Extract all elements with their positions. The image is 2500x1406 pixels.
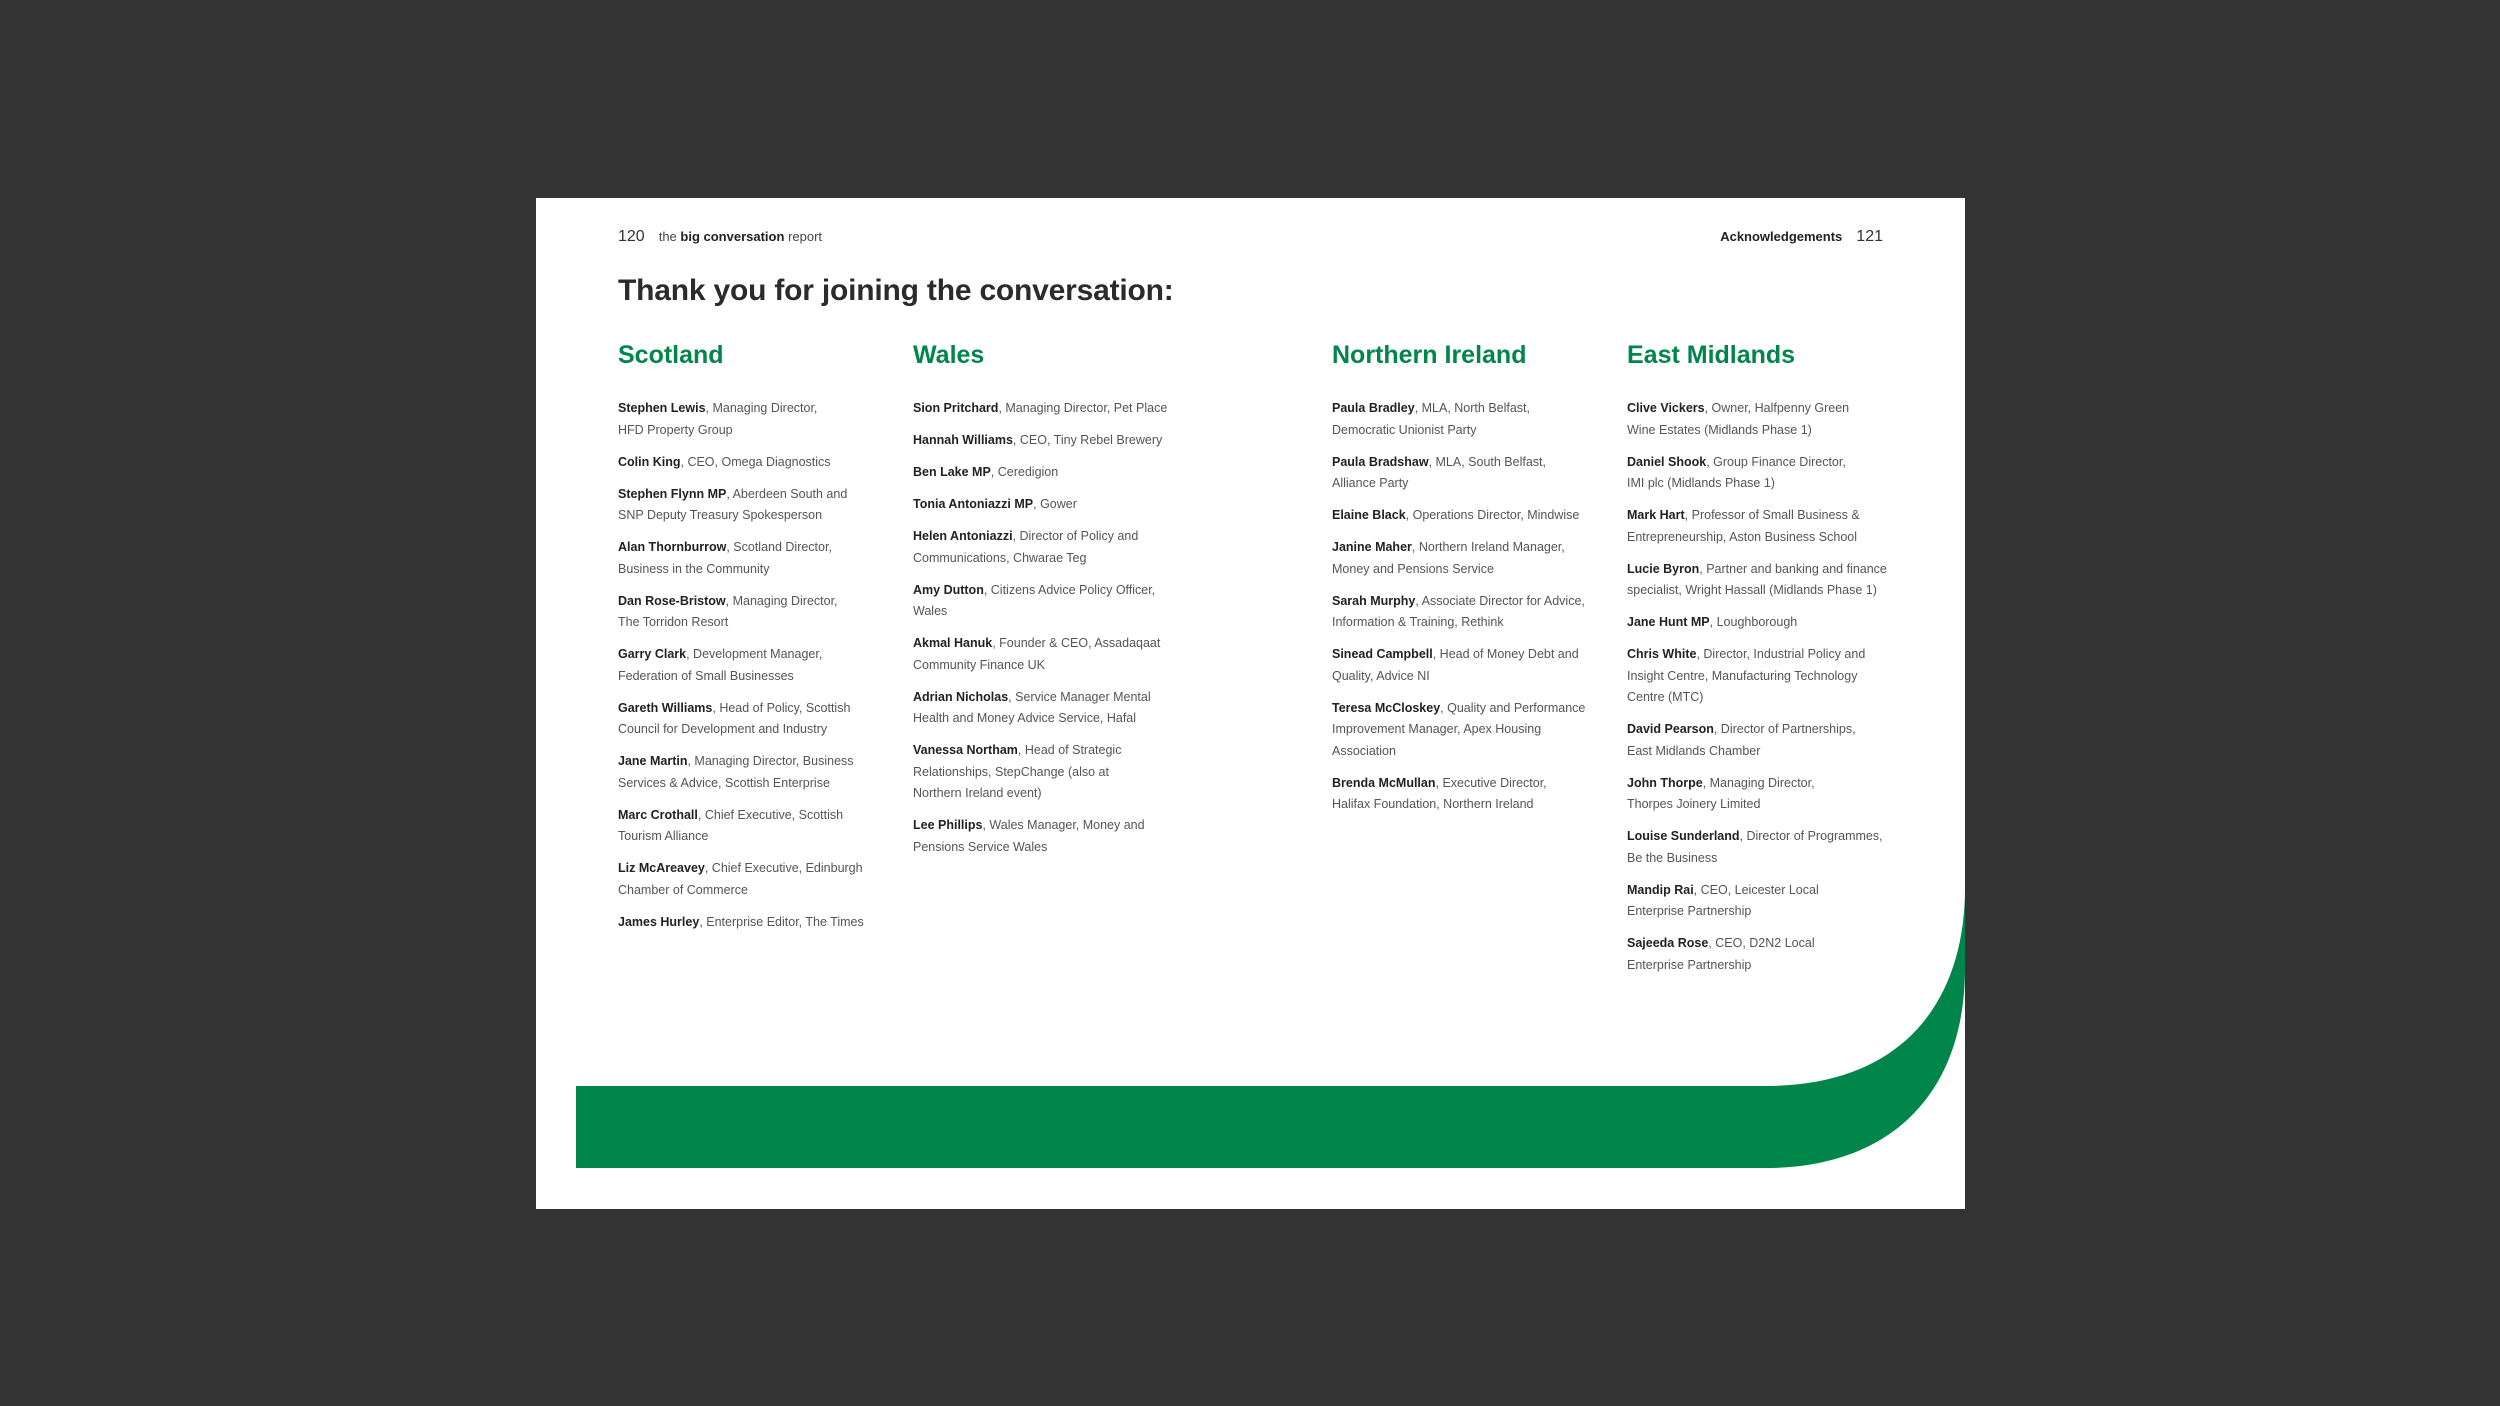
acknowledgement-entry: [618, 398, 890, 441]
person-name: Teresa McCloskey: [1332, 700, 1441, 715]
person-name: Stephen Lewis: [618, 401, 706, 415]
left-page-header: [618, 228, 822, 246]
person-role: , Chief Executive, Edinburgh Chamber of Commerce: [618, 861, 863, 897]
acknowledgement-entry: [1332, 505, 1604, 527]
acknowledgement-entry: [1332, 591, 1604, 634]
person-name: Adrian Nicholas: [913, 689, 1009, 704]
person-role: , Loughborough: [1709, 615, 1798, 629]
person-role: , Managing Director, The Torridon Resort: [618, 593, 838, 629]
person-role: , MLA, North Belfast, Democratic Unionist Party: [1332, 401, 1531, 437]
person-name: Brenda McMullan: [1332, 775, 1436, 790]
person-role: , Director of Programmes, Be the Business: [1627, 829, 1883, 865]
person-role: , Managing Director, HFD Property Group: [618, 401, 818, 437]
acknowledgement-entry: [1627, 398, 1927, 441]
page-title: Thank you for joining the conversation:: [618, 274, 1174, 307]
acknowledgement-entry: [1627, 644, 1927, 709]
person-name: Lucie Byron: [1627, 561, 1700, 576]
acknowledgement-entry: [618, 698, 890, 741]
acknowledgement-entry: [1627, 612, 1927, 634]
acknowledgement-entry: [618, 858, 890, 901]
acknowledgement-entry: [913, 580, 1185, 623]
person-role: , CEO, Leicester Local Enterprise Partnership: [1627, 882, 1819, 918]
person-name: Akmal Hanuk: [913, 636, 993, 650]
section-name: Acknowledgements: [1720, 229, 1843, 244]
person-name: Tonia Antoniazzi MP: [913, 497, 1034, 511]
green-footer-band: [576, 1086, 1766, 1168]
person-name: Daniel Shook: [1627, 454, 1707, 469]
person-role: , Director, Industrial Policy and Insight Centre, Manufacturing Technology Centre (MTC): [1627, 647, 1866, 704]
acknowledgement-entry: [913, 462, 1185, 484]
person-name: Stephen Flynn MP: [618, 486, 727, 501]
person-role: , Director of Partnerships, East Midlands Chamber: [1627, 722, 1856, 758]
person-name: Jane Hunt MP: [1627, 615, 1710, 629]
report-spread: [536, 198, 1965, 1209]
person-name: Sion Pritchard: [913, 401, 999, 415]
column-scotland: [618, 338, 890, 944]
person-role: , CEO, D2N2 Local Enterprise Partnership: [1627, 936, 1815, 972]
person-role: , Head of Money Debt and Quality, Advice NI: [1332, 647, 1579, 683]
person-name: Alan Thornburrow: [618, 540, 727, 554]
person-name: Liz McAreavey: [618, 861, 705, 875]
person-role: , Managing Director, Thorpes Joinery Limited: [1627, 775, 1815, 811]
person-role: , Director of Policy and Communications, Chwarae Teg: [913, 529, 1139, 565]
person-role: , Northern Ireland Manager, Money and Pensions Service: [1332, 540, 1565, 576]
person-role: , Chief Executive, Scottish Tourism Alliance: [618, 807, 844, 843]
person-role: , MLA, South Belfast, Alliance Party: [1332, 454, 1546, 490]
person-role: , CEO, Tiny Rebel Brewery: [1012, 433, 1163, 447]
person-name: Paula Bradshaw: [1332, 454, 1429, 469]
person-role: , CEO, Omega Diagnostics: [680, 454, 831, 469]
region-heading: East Midlands: [1627, 341, 1796, 369]
person-role: , Quality and Performance Improvement Manager, Apex Housing Association: [1332, 700, 1586, 758]
person-name: Lee Phillips: [913, 818, 983, 832]
acknowledgement-entry: [618, 644, 890, 687]
region-heading: Scotland: [618, 341, 724, 369]
person-name: Paula Bradley: [1332, 401, 1415, 415]
left-page-number: 120: [618, 228, 645, 245]
acknowledgement-entry: [618, 537, 890, 580]
acknowledgement-entry: [1627, 880, 1927, 923]
person-name: James Hurley: [618, 914, 700, 929]
acknowledgement-entry: [1332, 452, 1604, 495]
person-role: , Founder & CEO, Assadaqaat Community Finance UK: [913, 636, 1161, 672]
acknowledgement-entry: [1627, 452, 1927, 495]
acknowledgement-entry: [1627, 826, 1927, 869]
person-role: , Associate Director for Advice, Information & Training, Rethink: [1332, 593, 1585, 629]
region-heading: Wales: [913, 341, 985, 369]
person-role: , Enterprise Editor, The Times: [699, 914, 864, 929]
acknowledgement-entry: [1627, 559, 1927, 602]
acknowledgement-entry: [618, 751, 890, 794]
person-role: , Operations Director, Mindwise: [1405, 508, 1580, 522]
right-page-number: 121: [1856, 228, 1883, 245]
person-role: , Professor of Small Business & Entrepreneurship, Aston Business School: [1627, 508, 1860, 544]
acknowledgement-entry: [618, 452, 890, 474]
person-name: Sajeeda Rose: [1627, 936, 1709, 950]
acknowledgement-entry: [1332, 698, 1604, 763]
person-name: Janine Maher: [1332, 540, 1412, 554]
person-name: Sarah Murphy: [1332, 593, 1416, 608]
person-role: , Scotland Director, Business in the Community: [618, 540, 832, 576]
right-page-header: [1720, 228, 1883, 246]
person-role: , Head of Policy, Scottish Council for Development and Industry: [618, 700, 851, 736]
person-role: , Development Manager, Federation of Small Businesses: [618, 647, 823, 683]
person-name: Mandip Rai: [1627, 882, 1694, 897]
person-name: Garry Clark: [618, 647, 687, 661]
person-role: , Gower: [1033, 497, 1077, 511]
acknowledgement-entry: [913, 494, 1185, 516]
acknowledgement-entry: [913, 430, 1185, 452]
column-wales: [913, 338, 1185, 869]
person-name: John Thorpe: [1627, 775, 1703, 790]
person-name: Mark Hart: [1627, 508, 1685, 522]
person-name: Ben Lake MP: [913, 465, 991, 479]
person-role: , Ceredigion: [990, 465, 1059, 479]
column-northern-ireland: [1332, 338, 1604, 826]
acknowledgement-entry: [1627, 719, 1927, 762]
acknowledgement-entry: [1627, 933, 1927, 976]
acknowledgement-entry: [1332, 537, 1604, 580]
acknowledgement-entry: [618, 912, 890, 934]
person-role: , Managing Director, Pet Place: [998, 401, 1168, 415]
acknowledgement-entry: [618, 805, 890, 848]
acknowledgement-entry: [1332, 398, 1604, 441]
person-name: Hannah Williams: [913, 433, 1013, 447]
person-name: Louise Sunderland: [1627, 829, 1740, 843]
person-role: , Executive Director, Halifax Foundation, Northern Ireland: [1332, 775, 1547, 811]
person-name: Dan Rose-Bristow: [618, 593, 726, 608]
person-name: Marc Crothall: [618, 807, 698, 822]
person-role: , Head of Strategic Relationships, StepChange (also at Northern Ireland event): [913, 743, 1122, 800]
person-name: Jane Martin: [618, 754, 688, 768]
acknowledgement-entry: [1332, 773, 1604, 816]
person-name: Clive Vickers: [1627, 401, 1705, 415]
acknowledgement-entry: [1627, 773, 1927, 816]
acknowledgement-entry: [913, 633, 1185, 676]
running-title: the big conversation report: [658, 229, 823, 244]
person-role: , Managing Director, Business Services & Advice, Scottish Enterprise: [618, 754, 854, 790]
person-role: , Wales Manager, Money and Pensions Service Wales: [913, 818, 1145, 854]
acknowledgement-entry: [618, 484, 890, 527]
person-name: Sinead Campbell: [1332, 647, 1433, 661]
person-name: David Pearson: [1627, 722, 1714, 736]
acknowledgement-entry: [913, 526, 1185, 569]
person-name: Gareth Williams: [618, 700, 713, 715]
acknowledgement-entry: [913, 740, 1185, 805]
person-role: , Owner, Halfpenny Green Wine Estates (Midlands Phase 1): [1627, 401, 1850, 437]
acknowledgement-entry: [1332, 644, 1604, 687]
acknowledgement-entry: [618, 591, 890, 634]
person-role: , Service Manager Mental Health and Money Advice Service, Hafal: [913, 689, 1151, 725]
region-heading: Northern Ireland: [1332, 341, 1527, 369]
person-name: Elaine Black: [1332, 508, 1406, 522]
acknowledgement-entry: [1627, 505, 1927, 548]
column-east-midlands: [1627, 338, 1927, 987]
acknowledgement-entry: [913, 815, 1185, 858]
person-role: , Partner and banking and finance specialist, Wright Hassall (Midlands Phase 1): [1627, 561, 1887, 597]
person-name: Amy Dutton: [913, 582, 984, 597]
person-name: Helen Antoniazzi: [913, 529, 1013, 543]
acknowledgement-entry: [913, 687, 1185, 730]
person-name: Colin King: [618, 454, 681, 469]
person-name: Chris White: [1627, 647, 1697, 661]
person-role: , Citizens Advice Policy Officer, Wales: [913, 582, 1156, 618]
person-role: , Group Finance Director, IMI plc (Midlands Phase 1): [1627, 454, 1846, 490]
person-role: , Aberdeen South and SNP Deputy Treasury Spokesperson: [618, 486, 848, 522]
person-name: Vanessa Northam: [913, 743, 1018, 757]
acknowledgement-entry: [913, 398, 1185, 420]
